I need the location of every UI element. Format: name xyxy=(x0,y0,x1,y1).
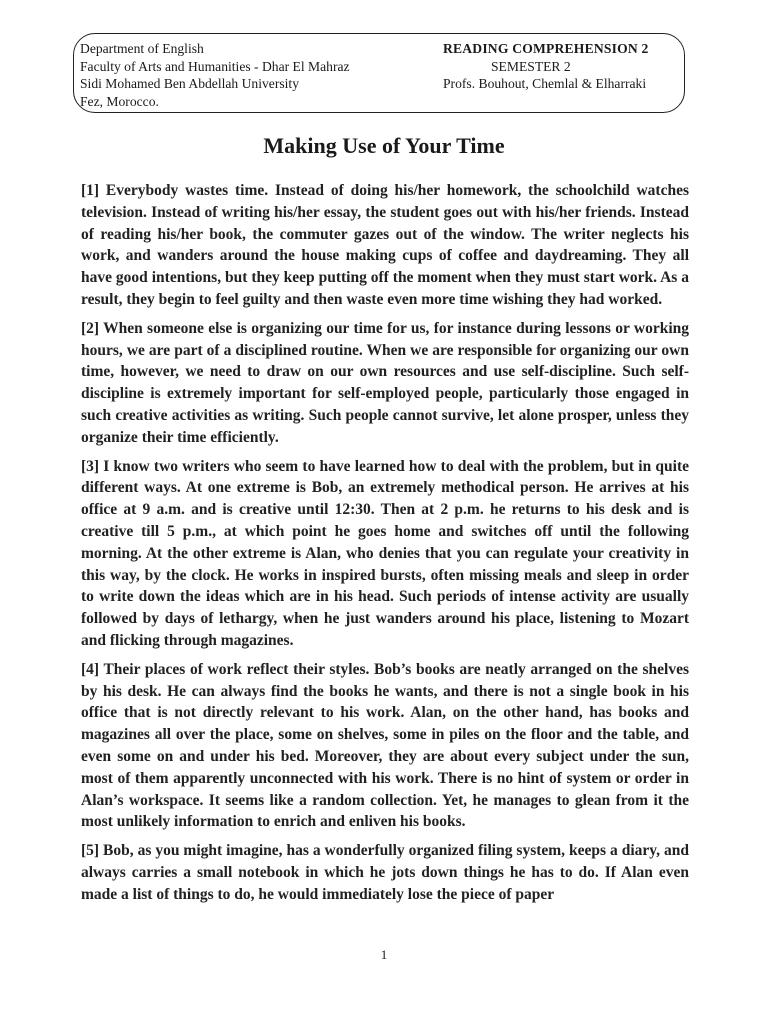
page-title: Making Use of Your Time xyxy=(263,133,505,158)
city-line: Fez, Morocco. xyxy=(80,93,159,109)
reading-passage xyxy=(81,180,689,913)
paragraph-5: [5] Bob, as you might imagine, has a wonderfully organized filing system, keeps a diary, and always carries a small notebook in which he jots down things he has to do. If Alan even made a list of things to do, he would immediately lose the piece of paper xyxy=(81,842,689,903)
paragraph-3: [3] I know two writers who seem to have learned how to deal with the problem, but in quite different ways. At one extreme is Bob, an extremely methodical person. He arrives at his office at 9 a.m. and is creative until 12:30. Then at 2 p.m. he returns to his desk and is creative till 5 p.m., at which point he goes home and switches off until the following morning. At the other extreme is Alan, who denies that you can regulate your creativity in this way, by the clock. He works in inspired bursts, often missing meals and sleep in order to write down the ideas which are in his head. Such periods of intense activity are usually followed by days of lethargy, when he just wanders around his place, listening to Mozart and flicking through magazines. xyxy=(81,457,689,649)
department-line: Department of English xyxy=(80,41,204,56)
faculty-line: Faculty of Arts and Humanities - Dhar El Mahraz xyxy=(80,58,350,74)
course-title: READING COMPREHENSION 2 xyxy=(443,41,649,56)
university-line: Sidi Mohamed Ben Abdellah University xyxy=(80,76,299,91)
institution-block xyxy=(80,40,350,110)
paragraph-2: [2] When someone else is organizing our time for us, for instance during lessons or working hours, we are part of a disciplined routine. When we are responsible for organizing our own time, however, we need to draw on our own resources and use self-discipline. Such self-discipline is extremely important for self-employed people, particularly those engaged in such creative activities as writing. Such people cannot survive, let alone prosper, unless they organize their time efficiently. xyxy=(81,319,689,446)
page-number: 1 xyxy=(380,947,388,962)
semester-label: SEMESTER 2 xyxy=(491,58,571,74)
paragraph-4: [4] Their places of work reflect their styles. Bob’s books are neatly arranged on the shelves by his desk. He can always find the books he wants, and there is not a single book in his office that is not directly relevant to his work. Alan, on the other hand, has books and magazines all over the place, some on shelves, some in piles on the floor and the table, and even some on and under his bed. Moreover, they are about every subject under the sun, most of them apparently unconnected with his work. There is no hint of system or order in Alan’s workspace. It seems like a random collection. Yet, he manages to glean from it the most unlikely information to enrich and enliven his books. xyxy=(81,660,689,831)
professors-line: Profs. Bouhout, Chemlal & Elharraki xyxy=(443,76,647,91)
course-block xyxy=(443,40,649,93)
paragraph-1: [1] Everybody wastes time. Instead of doing his/her homework, the schoolchild watches television. Instead of writing his/her essay, the student goes out with his/her friends. Instead of reading his/her book, the commuter gazes out of the window. The writer neglects his work, and wanders around the house making cups of coffee and daydreaming. They all have good intentions, but they keep putting off the moment when they must start work. As a result, they begin to feel guilty and then waste even more time wishing they had worked. xyxy=(81,182,689,308)
